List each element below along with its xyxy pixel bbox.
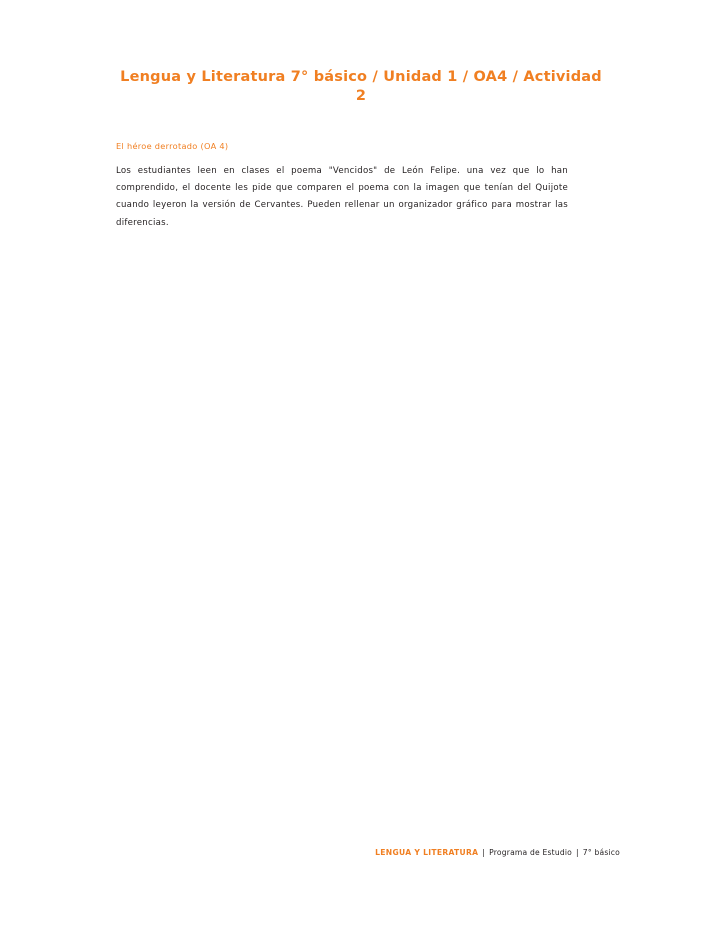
footer-brand: LENGUA Y LITERATURA xyxy=(375,848,479,857)
footer-level: 7° básico xyxy=(582,848,620,857)
page-title: Lengua y Literatura 7° básico / Unidad 1 / OA4 / Actividad 2 xyxy=(120,69,602,104)
page-footer xyxy=(116,848,620,857)
footer-separator-1: | xyxy=(482,848,486,857)
footer-program: Programa de Estudio xyxy=(489,848,573,857)
section-heading: El héroe derrotado (OA 4) xyxy=(116,141,229,151)
activity-body-text: Los estudiantes leen en clases el poema "Vencidos" de León Felipe. una vez que lo han comprendido, el docente les pide que comparen el poema con la imagen que tenían del Quijote cuando leyeron la versión de Cervantes. Pueden rellenar un organizador gráfico para mostrar las diferencias. xyxy=(116,166,568,228)
footer-separator-2: | xyxy=(576,848,579,857)
